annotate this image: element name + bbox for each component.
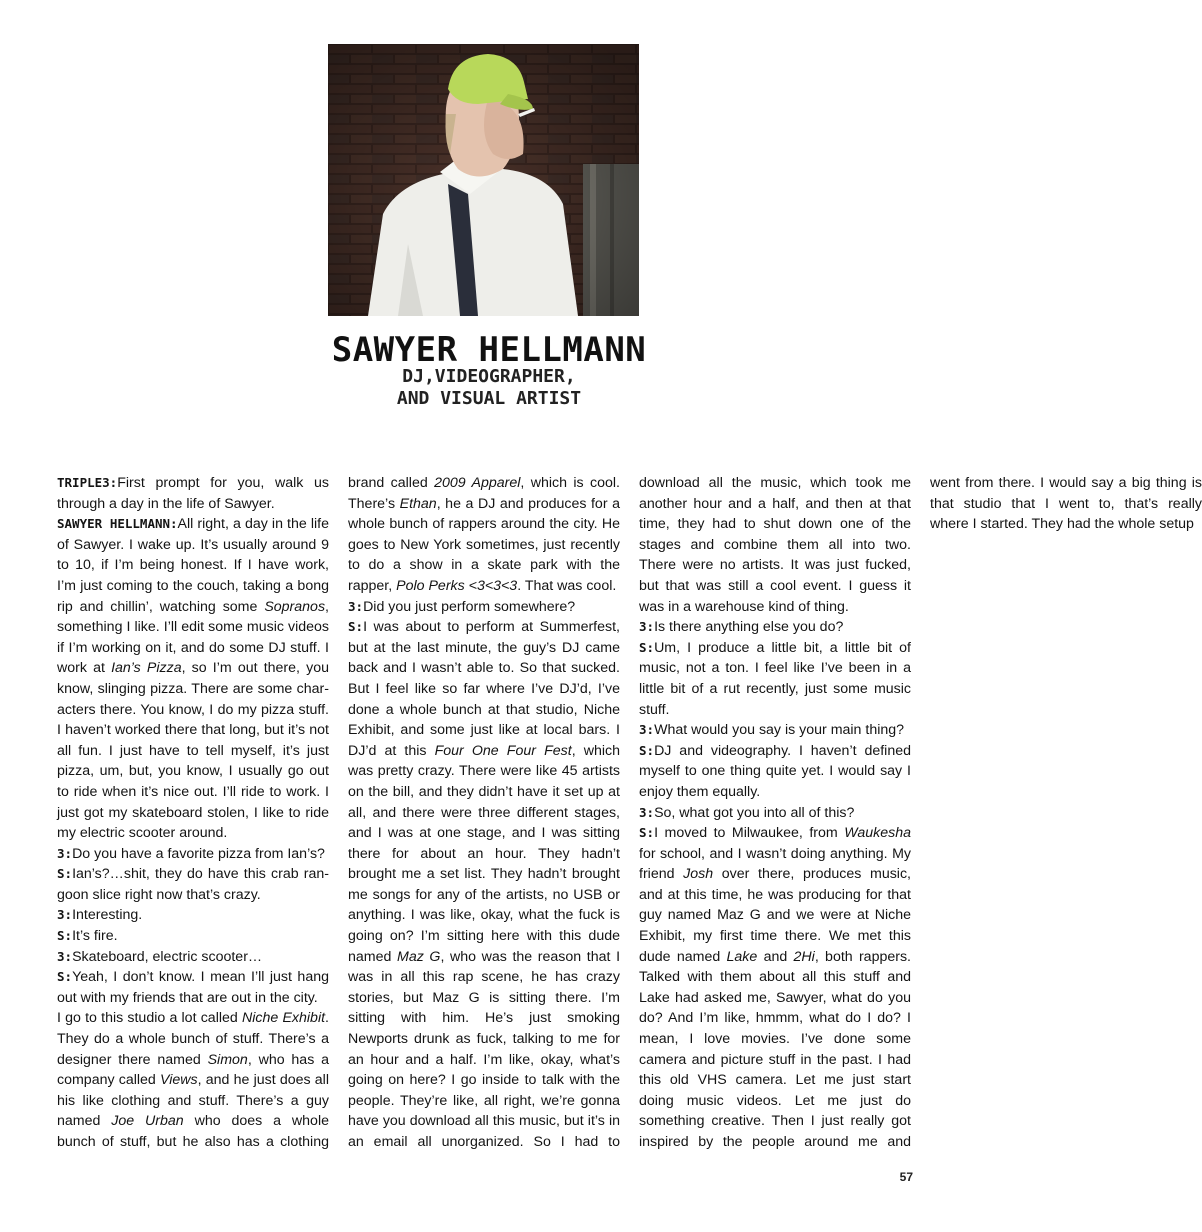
speaker-label: S: xyxy=(639,742,655,758)
roles-line-2: AND VISUAL ARTIST xyxy=(396,388,582,409)
interview-text: Interesting. xyxy=(72,907,143,924)
interview-paragraph xyxy=(639,720,911,741)
italic-name: Ethan xyxy=(399,495,437,512)
interview-text: , and he just does all his like clothing and stuff. There’s a guy named xyxy=(57,1072,329,1130)
italic-name: 2Hi xyxy=(793,948,815,965)
italic-name: Maz G xyxy=(397,948,441,965)
italic-name: 2009 Apparel xyxy=(434,475,521,491)
interview-paragraph xyxy=(639,617,911,638)
interview-text: . That was cool. xyxy=(517,577,617,594)
interview-text: All right, a day in the life of Sawyer. I wake up. It’s usually around 9 to 10, if I’m being honest. If I have work, I’m just coming to the couch, taking a bong rip and chillin’, watching some xyxy=(57,516,329,615)
speaker-label: 3: xyxy=(57,948,73,964)
interview-text: over there, produces music, and at this time, he was producing for that guy named Maz G and we were at Niche Exhibit, my first time there. We met this dude named xyxy=(639,866,911,965)
interview-paragraph xyxy=(639,803,911,824)
interviewee-roles xyxy=(0,366,978,410)
speaker-label: SAWYER HELLMANN: xyxy=(57,516,178,532)
speaker-label: S: xyxy=(57,969,73,985)
interview-paragraph xyxy=(57,473,329,514)
interview-text: for school, and I wasn’t doing anything. My friend xyxy=(639,845,911,883)
interview-paragraph xyxy=(639,638,911,720)
interview-paragraph xyxy=(57,864,329,905)
interview-text: Skateboard, electric scooter… xyxy=(72,948,263,965)
italic-name: Polo Perks <3<3<3 xyxy=(396,577,518,594)
speaker-label: 3: xyxy=(57,907,73,923)
speaker-label: S: xyxy=(57,866,73,882)
speaker-label: 3: xyxy=(348,598,364,614)
italic-name: Joe Urban xyxy=(111,1113,184,1130)
speaker-label: TRIPLE3: xyxy=(57,475,118,490)
italic-name: Four One Four Fest xyxy=(434,742,572,759)
interview-paragraph xyxy=(57,967,329,1008)
italic-name: Ian’s Pizza xyxy=(111,660,182,677)
interview-body xyxy=(57,473,1202,1153)
italic-name: Lake xyxy=(726,948,758,965)
interview-paragraph xyxy=(57,947,329,968)
italic-name: Josh xyxy=(683,866,714,883)
interview-text: Yeah, I don’t know. I mean I’ll just hang out with my friends that are out in the city. xyxy=(57,969,329,1006)
interview-text: Um, I produce a little bit, a little bit of music, not a ton. I feel like I’ve been in a little bit of a rut recently, just some music stuff. xyxy=(639,639,911,718)
interview-paragraph xyxy=(348,597,620,618)
interview-text: It’s fire. xyxy=(72,928,118,945)
interview-text: , who has a company called xyxy=(57,1051,329,1089)
interview-text: What would you say is your main thing? xyxy=(654,722,905,739)
italic-name: Niche Exhibit xyxy=(241,1010,326,1027)
italic-name: Views xyxy=(160,1072,198,1089)
interview-text: , he a DJ and produces for a whole bunch of rappers around the city. He goes to New York sometimes, just recently to do a show in a skate park with the rapper, xyxy=(348,495,620,594)
interview-text: Do you have a favorite pizza from Ian’s? xyxy=(72,845,325,862)
interview-text: Did you just perform somewhere? xyxy=(363,598,576,615)
interview-paragraph xyxy=(57,926,329,947)
interview-paragraph xyxy=(57,514,329,844)
interview-text: , so I’m out there, you know, slinging pizza. There are some characters there. You know, I do my pizza stuff. I haven’t worked there that long, but it’s not all fun. I just have to tell myself, it’s just pizza, um, but, you know, I usually go out to ride when it’s nice out. I’ll ride to work. I just got my skateboard stolen, I like to ride my electric scooter around. xyxy=(57,660,329,842)
interview-text: I go to this studio a lot called xyxy=(57,1010,242,1027)
speaker-label: S: xyxy=(348,619,364,635)
speaker-label: 3: xyxy=(639,804,655,820)
interview-text: . They do a whole bunch of stuff. There’s a designer there named xyxy=(57,1010,329,1068)
italic-name: Waukesha xyxy=(844,825,911,842)
interview-text: I moved to Milwaukee, from xyxy=(654,825,845,842)
interview-text: , which is cool. There’s xyxy=(348,475,620,512)
roles-line-1: DJ,VIDEOGRAPHER, xyxy=(402,366,576,387)
page-number: 57 xyxy=(899,1170,913,1184)
interview-text: Is there anything else you do? xyxy=(654,619,844,636)
interview-paragraph xyxy=(639,741,911,803)
speaker-label: 3: xyxy=(57,845,73,861)
interview-text: , both rappers. Talked with them about all this stuff and Lake had asked me, Sawyer, what do you do? And I’m like, hmmm, what do I do? I mean, I love movies. I’ve done some camera and picture stuff in the past. I had this old VHS camera. Let me just start doing music videos. Let me just do something creative. Then I just really got inspired by the people around me and went from there. I would say a big thing is that studio that I went to, that’s really where I started. They had the whole setup xyxy=(639,475,1202,1150)
italic-name: Sopranos xyxy=(264,598,326,615)
interview-text: First prompt for you, walk us through a day in the life of Sawyer. xyxy=(57,475,329,512)
speaker-label: 3: xyxy=(639,619,655,635)
interview-text: and xyxy=(757,948,794,965)
portrait-photo xyxy=(328,44,639,316)
interviewee-name: SAWYER HELLMANN xyxy=(331,330,647,370)
speaker-label: S: xyxy=(639,825,655,841)
interview-text: DJ and videography. I haven’t defined myself to one thing quite yet. I would say I enjoy them equally. xyxy=(639,742,911,800)
interview-text: , something I like. I’ll edit some music videos if I’m working on it, and do some DJ stuff. I work at xyxy=(57,598,329,677)
interview-text: So, what got you into all of this? xyxy=(654,804,855,821)
interview-text: , which was pretty crazy. There were like 45 artists on the bill, and they didn’t have it set up at all, and there were three different stages, and I was at one stage, and I was sitting there for about an hour. They hadn’t brought me a set list. They hadn’t brought me songs for any of the artists, no USB or anything. I was like, okay, what the fuck is going on? I’m sitting here with this dude named xyxy=(348,742,621,965)
speaker-label: S: xyxy=(57,928,73,944)
speaker-label: S: xyxy=(639,639,655,655)
interview-text: Ian’s?…shit, they do have this crab rangoon slice right now that’s crazy. xyxy=(57,866,329,903)
interview-text: who does a whole bunch of stuff, but he also has a clothing brand called xyxy=(57,475,435,1150)
speaker-label: 3: xyxy=(639,722,655,738)
interview-text: I was about to perform at Summerfest, but at the last minute, the guy’s DJ came back and I wasn’t able to. So that sucked. But I feel like so far where I’ve DJ’d, I’ve done a whole bunch at that studio, Niche Exhibit, and some just like at local bars. I DJ’d at this xyxy=(348,619,620,759)
interview-paragraph xyxy=(57,905,329,926)
interview-paragraph xyxy=(57,844,329,865)
italic-name: Simon xyxy=(207,1051,248,1068)
interview-text: , who was the reason that I was in all this rap scene, he has crazy stories, but Maz G is sitting there. I’m sitting with him. He’s just smoking Newports drunk as fuck, talking to me for an hour and a half. I’m like, okay, what’s going on here? I go inside to talk with the people. They’re like, all right, we’re gonna have you download all this music, but it’s in an email all unorganized. So I had to download all the music, which took me another hour and a half, and then at that time, they had to shut down one of the stages and combine them all into two. There were no artists. It was just fucked, but that was still a cool event. I guess it was in a warehouse kind of thing. xyxy=(348,475,911,1150)
